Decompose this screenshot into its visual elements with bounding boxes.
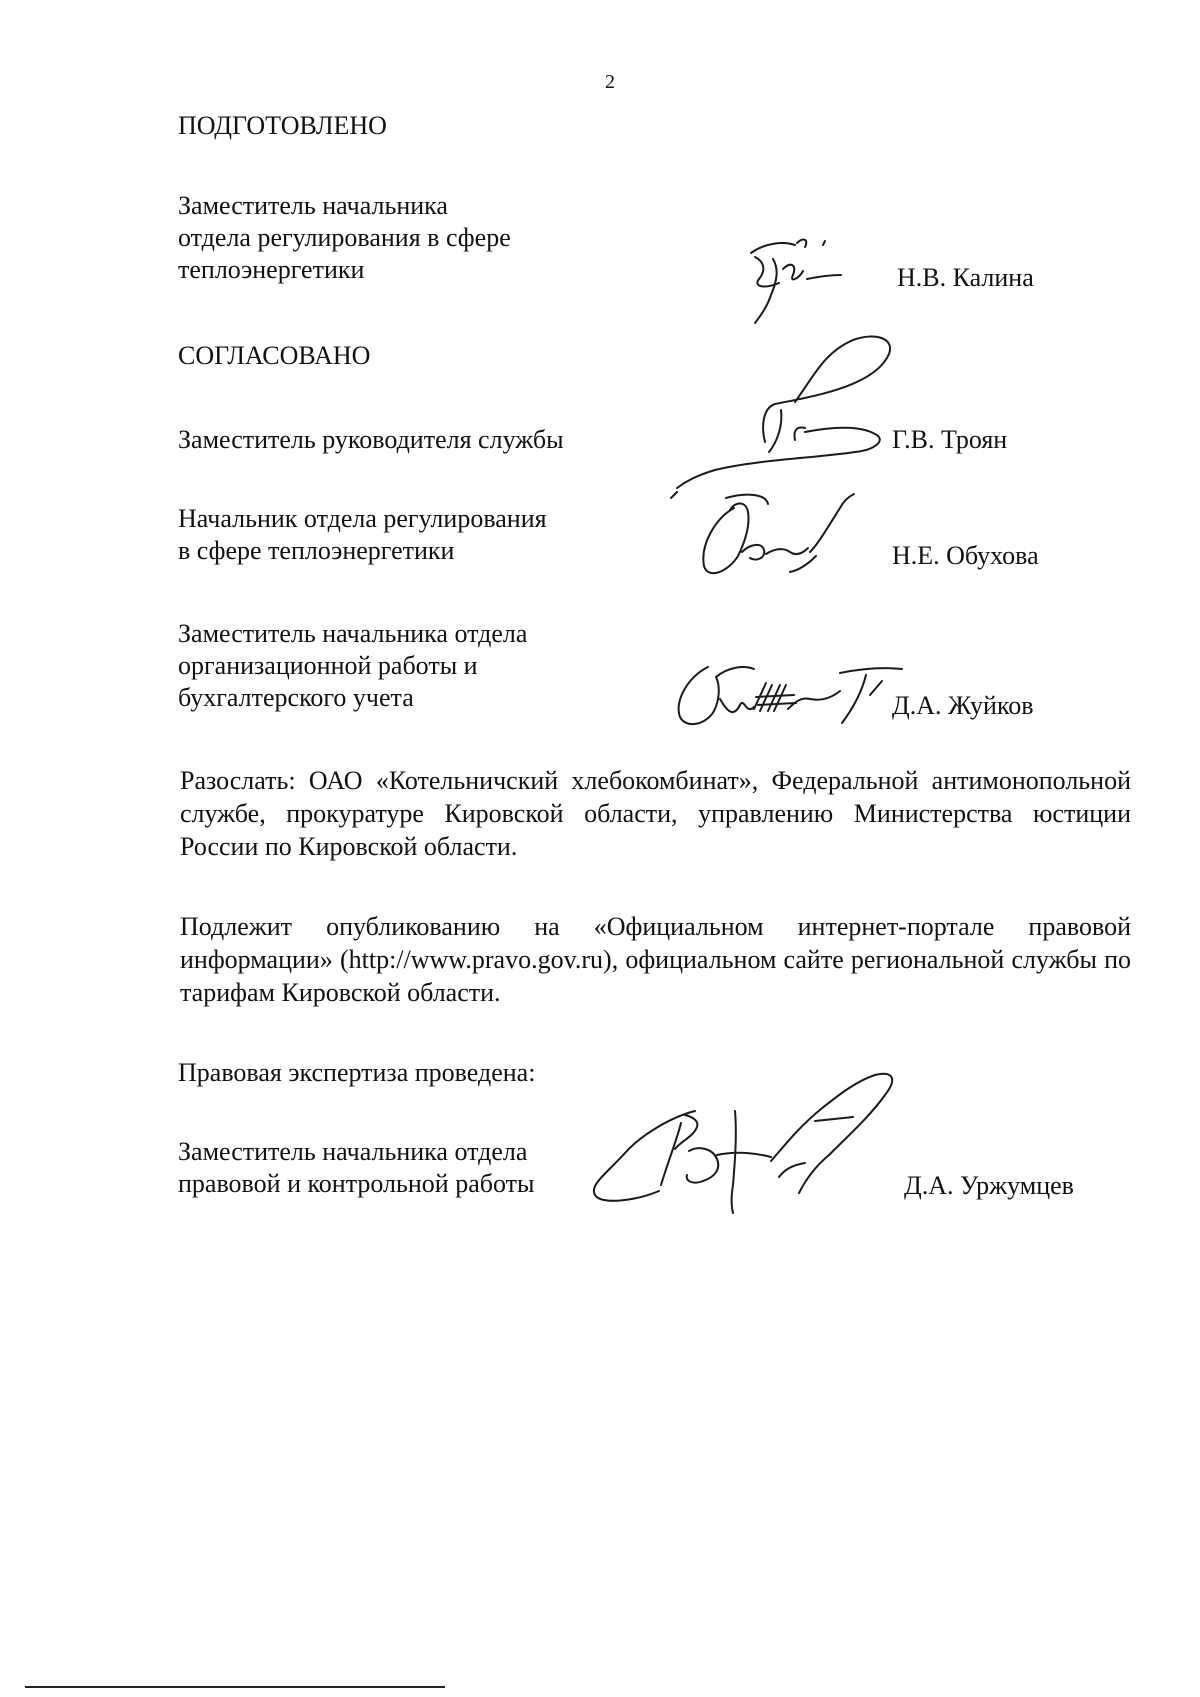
position-line: Заместитель начальника <box>178 191 448 220</box>
position-line: в сфере теплоэнергетики <box>178 536 455 565</box>
signer-name: Д.А. Жуйков <box>892 691 1034 720</box>
signature-obukhova <box>690 490 860 585</box>
position-line: организационной работы и <box>178 651 478 680</box>
position-line: правовой и контрольной работы <box>178 1169 535 1198</box>
page-number: 2 <box>605 71 615 93</box>
legal-review-position <box>178 1136 534 1200</box>
signature-urzhumtsev <box>585 1065 915 1215</box>
signer-name: Г.В. Троян <box>892 425 1008 454</box>
position-line: теплоэнергетики <box>178 255 365 284</box>
signer-name: Н.Е. Обухова <box>892 541 1039 570</box>
publication-paragraph: Подлежит опубликованию на «Официальном интернет-портале правовой информации» (http://www.pravo.gov.ru), официальном сайте региональной службы по тарифам Кировской области. <box>180 912 1131 1007</box>
distribution-paragraph: Разослать: ОАО «Котельничский хлебокомбинат», Федеральной антимонопольной службе, прокуратуре Кировской области, управлению Министерства юстиции России по Кировской области. <box>180 766 1131 861</box>
signer-position <box>178 618 527 714</box>
signer-name: Н.В. Калина <box>897 263 1034 292</box>
signer-position <box>178 503 547 567</box>
agreed-heading: СОГЛАСОВАНО <box>178 341 371 370</box>
position-line: Заместитель начальника отдела <box>178 619 528 648</box>
legal-review-heading: Правовая экспертиза проведена: <box>178 1058 536 1087</box>
position-line: Заместитель начальника отдела <box>178 1137 528 1166</box>
prepared-position <box>178 190 511 286</box>
prepared-heading: ПОДГОТОВЛЕНО <box>178 111 387 140</box>
signer-name: Д.А. Уржумцев <box>904 1171 1074 1200</box>
position-line: отдела регулирования в сфере <box>178 223 511 252</box>
footer-rule <box>25 1686 445 1688</box>
position-line: Начальник отдела регулирования <box>178 504 547 533</box>
signature-kalina <box>745 235 855 330</box>
position-line: бухгалтерского учета <box>178 683 414 712</box>
signature-troyan <box>665 330 895 510</box>
signature-zhuykov <box>670 655 910 735</box>
signer-position: Заместитель руководителя службы <box>178 425 564 454</box>
